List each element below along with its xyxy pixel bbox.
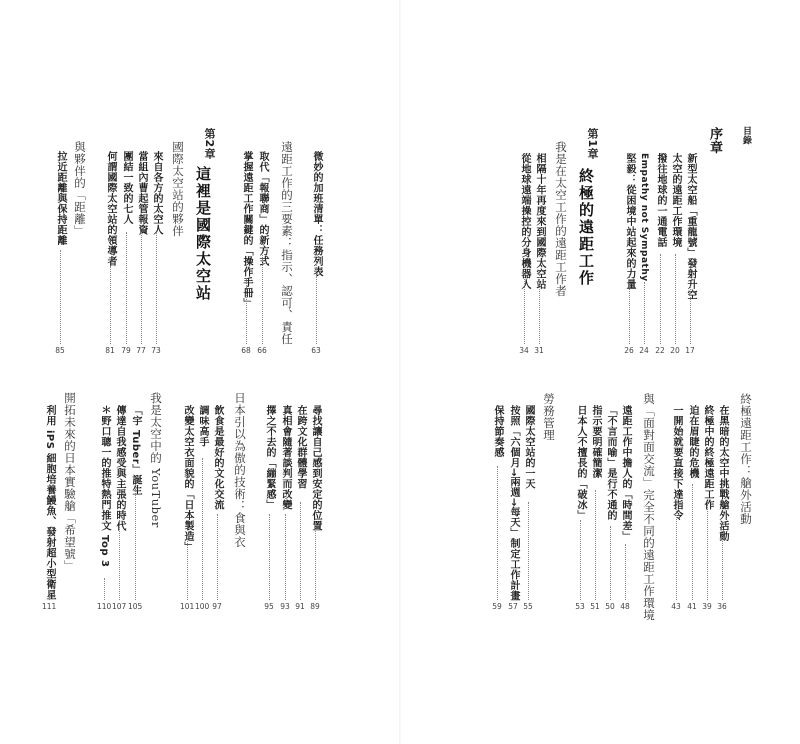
toc-entry: 指示要明確簡潔 bbox=[590, 405, 601, 479]
leader-dots bbox=[269, 514, 270, 600]
page-number: 93 bbox=[280, 602, 290, 611]
page-number: 66 bbox=[257, 346, 267, 355]
toc-entry: 國際太空站的一天 bbox=[523, 405, 534, 489]
toc-entry: 傳達自我感受與主張的時代 bbox=[114, 405, 125, 531]
toc-entry: 真相會隨著談判而改變 bbox=[280, 405, 291, 510]
page-number: 59 bbox=[492, 602, 502, 611]
section-heading: 我是在太空工作的遠距工作者 bbox=[554, 141, 568, 297]
toc-entry: 改變太空衣面貌的「日本製造」 bbox=[182, 405, 193, 552]
leader-dots bbox=[156, 232, 157, 344]
page-number: 97 bbox=[212, 602, 222, 611]
page-number: 36 bbox=[717, 602, 727, 611]
toc-entry: 來自各方的太空人 bbox=[151, 151, 162, 235]
section-heading: 日本引以為傲的技術：食與衣 bbox=[233, 392, 247, 548]
toc-entry: 在黑暗的太空中挑戰艙外活動 bbox=[717, 405, 728, 542]
page-number: 50 bbox=[605, 602, 615, 611]
toc-entry: 飲食是最好的文化交流 bbox=[212, 405, 223, 510]
chapter-number: 第1章 bbox=[586, 128, 599, 160]
toc-entry: 撥往地球的一通電話 bbox=[655, 153, 666, 248]
toc-entry: 「不言而喻」是行不通的 bbox=[605, 405, 616, 521]
leader-dots bbox=[528, 502, 529, 600]
leader-dots bbox=[135, 484, 136, 600]
leader-dots bbox=[119, 520, 120, 600]
toc-entry: 調味高手 bbox=[197, 405, 208, 447]
toc-entry: 團結一致的七人 bbox=[121, 151, 132, 225]
leader-dots bbox=[187, 538, 188, 600]
page-number: 24 bbox=[639, 346, 649, 355]
page-number: 26 bbox=[624, 346, 634, 355]
toc-entry: 當組內曹起管報資 bbox=[136, 151, 147, 235]
leader-dots bbox=[49, 590, 50, 600]
leader-dots bbox=[126, 232, 127, 344]
leader-dots bbox=[110, 266, 111, 344]
toc-entry: 相隔十年再度來到國際太空站 bbox=[534, 153, 545, 290]
page-number: 91 bbox=[295, 602, 305, 611]
section-heading: 與夥伴的「距離」 bbox=[73, 141, 87, 237]
leader-dots bbox=[660, 254, 661, 344]
leader-dots bbox=[610, 526, 611, 600]
toc-entry: 「宇 Tuber」誕生 bbox=[130, 405, 141, 496]
page-number: 77 bbox=[136, 346, 146, 355]
toc-entry: 何謂國際太空站的領導者 bbox=[105, 151, 116, 267]
page-number: 100 bbox=[195, 602, 210, 611]
page-number: 63 bbox=[311, 346, 321, 355]
leader-dots bbox=[497, 466, 498, 600]
page-number: 53 bbox=[575, 602, 585, 611]
page-number: 41 bbox=[687, 602, 697, 611]
leader-dots bbox=[524, 274, 525, 344]
page-number: 89 bbox=[310, 602, 320, 611]
page-number: 95 bbox=[264, 602, 274, 611]
page-number: 34 bbox=[519, 346, 529, 355]
page-number: 111 bbox=[42, 602, 57, 611]
toc-entry: 新型太空船「重龍號」發射升空 bbox=[685, 153, 696, 300]
section-heading: 我是太空中的 YouTuber bbox=[149, 392, 163, 528]
toc-entry: 從地球遠端操控的分身機器人 bbox=[519, 153, 530, 290]
page-number: 79 bbox=[121, 346, 131, 355]
leader-dots bbox=[246, 278, 247, 344]
section-heading: 開拓未來的日本實驗艙「希望號」 bbox=[63, 392, 77, 572]
section-heading: 終極遠距工作：艙外活動 bbox=[739, 393, 753, 525]
chapter-number: 第2章 bbox=[203, 128, 216, 160]
toc-entry: 微妙的加班清單：任務列表 bbox=[311, 151, 322, 277]
page-number: 57 bbox=[508, 602, 518, 611]
toc-label: 目錄 bbox=[741, 126, 751, 145]
page-number: 107 bbox=[112, 602, 127, 611]
leader-dots bbox=[217, 514, 218, 600]
toc-entry: 一開始就要直接下達指令 bbox=[671, 405, 682, 521]
chapter-title: 這裡是國際太空站 bbox=[194, 166, 212, 302]
leader-dots bbox=[692, 484, 693, 600]
page-number: 48 bbox=[620, 602, 630, 611]
leader-dots bbox=[580, 520, 581, 600]
toc-entry: 擇之不去的「繃緊感」 bbox=[264, 405, 275, 510]
toc-entry: 保持節奏感 bbox=[492, 405, 503, 458]
leader-dots bbox=[690, 286, 691, 344]
page-number: 43 bbox=[671, 602, 681, 611]
page-number: 20 bbox=[670, 346, 680, 355]
leader-dots bbox=[141, 232, 142, 344]
leader-dots bbox=[595, 490, 596, 600]
leader-dots bbox=[285, 514, 286, 600]
page-number: 101 bbox=[180, 602, 195, 611]
page-number: 85 bbox=[55, 346, 65, 355]
page-number: 110 bbox=[97, 602, 112, 611]
leader-dots bbox=[513, 590, 514, 600]
leader-dots bbox=[629, 274, 630, 344]
leader-dots bbox=[202, 458, 203, 600]
page-number: 31 bbox=[534, 346, 544, 355]
leader-dots bbox=[60, 250, 61, 344]
page-number: 22 bbox=[655, 346, 665, 355]
leader-dots bbox=[539, 274, 540, 344]
toc-entry: ＊野口聰一的推特熱門推文 Top 3 bbox=[99, 405, 110, 568]
leader-dots bbox=[104, 578, 105, 600]
toc-entry: 日本人不擅長的「破冰」 bbox=[575, 405, 586, 521]
toc-entry: 拉近距離與保持距離 bbox=[55, 151, 66, 246]
toc-entry: 按照「六個月→兩週→每天」制定工作計畫 bbox=[508, 405, 519, 602]
leader-dots bbox=[300, 502, 301, 600]
leader-dots bbox=[676, 502, 677, 600]
toc-entry: 取代「報聯商」的新方式 bbox=[257, 151, 268, 267]
page-number: 68 bbox=[241, 346, 251, 355]
leader-dots bbox=[315, 524, 316, 600]
page-number: 105 bbox=[128, 602, 143, 611]
leader-dots bbox=[675, 254, 676, 344]
leader-dots bbox=[262, 250, 263, 344]
page-number: 17 bbox=[685, 346, 695, 355]
toc-entry: Empathy not Sympathy bbox=[639, 153, 649, 282]
toc-entry: 太空的遠距工作環境 bbox=[670, 153, 681, 248]
toc-entry: 終極中的終極遠距工作 bbox=[702, 405, 713, 510]
page-number: 39 bbox=[702, 602, 712, 611]
section-heading: 遠距工作的三要素：指示、認可、責任 bbox=[280, 141, 294, 345]
toc-entry: 遠距工作中擔人的「時間差」 bbox=[620, 405, 631, 542]
page-number: 55 bbox=[523, 602, 533, 611]
leader-dots bbox=[316, 262, 317, 344]
toc-entry: 堅毅：從困境中站起來的力量 bbox=[624, 153, 635, 290]
page-number: 73 bbox=[151, 346, 161, 355]
leader-dots bbox=[722, 526, 723, 600]
toc-entry: 迫在眉睫的危機 bbox=[687, 405, 698, 479]
preface-heading: 序章 bbox=[707, 127, 722, 154]
page-number: 81 bbox=[105, 346, 115, 355]
toc-entry: 尋找讓自己感到安定的位置 bbox=[310, 405, 321, 531]
leader-dots bbox=[707, 502, 708, 600]
toc-entry: 掌握遠距工作關鍵的「操作手冊」 bbox=[241, 151, 252, 309]
section-heading: 勞務管理 bbox=[542, 393, 556, 441]
leader-dots bbox=[625, 544, 626, 600]
section-heading: 與「面對面交流」完全不同的遠距工作環境 bbox=[642, 393, 656, 621]
right-page bbox=[400, 0, 800, 744]
leader-dots bbox=[644, 282, 645, 344]
page-number: 51 bbox=[590, 602, 600, 611]
chapter-title: 終極的遠距工作 bbox=[577, 168, 595, 287]
section-heading: 國際太空站的夥伴 bbox=[171, 141, 185, 237]
toc-entry: 在跨文化群體學習 bbox=[295, 405, 306, 489]
toc-entry: 利用 iPS 細胞培養鰻魚、發射超小型衛星 bbox=[44, 405, 55, 601]
